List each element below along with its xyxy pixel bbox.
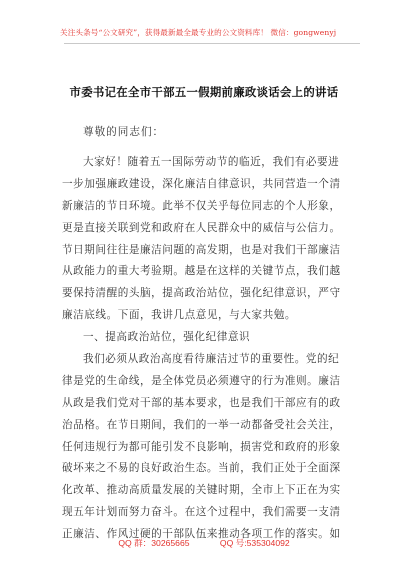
header-promo-banner: 关注头条号“公文研究”，获得最新最全最专业的公文资料库！ 微信：gongwenyj	[60, 28, 337, 37]
body-line: 大家好！随着五一国际劳动节的临近，我们有必要进	[83, 156, 340, 168]
body-line: 律是党的生命线，是全体党员必须遵守的行为准则。廉洁	[62, 374, 341, 387]
body-line: 新廉洁的节日环境。此举不仅关乎每位同志的个人形象，	[62, 199, 341, 212]
body-line: 现五年计划而努力奋斗。在这个过程中，我们需要一支清	[62, 506, 341, 519]
salutation: 尊敬的同志们：	[83, 126, 165, 138]
body-line: 廉洁底线。下面，我讲几点意见，与大家共勉。	[62, 309, 297, 322]
body-line: 从政能力的重大考验期。越是在这样的关键节点，我们越	[62, 265, 341, 278]
footer-qq-number: QQ 号:535304092	[219, 538, 290, 548]
body-line: 治品格。在节日期间，我们的一举一动都备受社会关注，	[62, 418, 341, 431]
body-line: 从政是我们党对干部的基本要求，也是我们干部应有的政	[62, 396, 341, 409]
body-line: 化改革、推动高质量发展的关键时期，全市上下正在为实	[62, 484, 341, 497]
body-line: 破坏来之不易的良好政治生态。当前，我们正处于全面深	[62, 462, 341, 475]
body-line: 一步加强廉政建设，深化廉洁自律意识，共同营造一个清	[62, 177, 341, 190]
body-line: 一、提高政治站位，强化纪律意识	[83, 331, 251, 344]
body-line: 更是直接关联到党和政府在人民群众中的威信与公信力。	[62, 221, 341, 234]
header-divider	[64, 43, 360, 44]
body-line: 节日期间往往是廉洁问题的高发期，也是对我们干部廉洁	[62, 243, 341, 256]
document-title: 市委书记在全市干部五一假期前廉政谈话会上的讲话	[69, 85, 339, 99]
footer-contact	[0, 537, 408, 549]
body-line: 正廉洁、作风过硬的干部队伍来推动各项工作的落实。如	[62, 528, 341, 541]
document-body	[62, 154, 358, 548]
body-line: 要保持清醒的头脑，提高政治站位，强化纪律意识，严守	[62, 287, 341, 300]
body-line: 我们必须从政治高度看待廉洁过节的重要性。党的纪	[83, 353, 340, 366]
body-line: 任何违规行为都可能引发不良影响，损害党和政府的形象	[62, 440, 341, 453]
footer-qq-group: QQ 群：30265665	[118, 538, 190, 548]
